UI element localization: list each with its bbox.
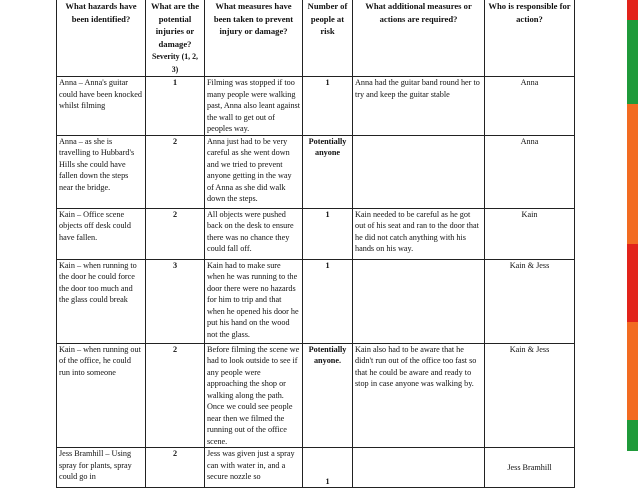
people-cell: Potentially anyone bbox=[303, 135, 353, 208]
hazard-cell: Jess Bramhill – Using spray for plants, spray could go in bbox=[57, 448, 146, 488]
severity-color-strip-orange bbox=[627, 104, 638, 244]
severity-cell: 2 bbox=[146, 448, 205, 488]
responsible-cell: Kain & Jess bbox=[485, 343, 575, 448]
people-cell: 1 bbox=[303, 448, 353, 488]
severity-color-strip-red bbox=[627, 244, 638, 322]
hazard-cell: Kain – when running to the door he could force the door too much and the glass could break bbox=[57, 259, 146, 343]
responsible-cell: Anna bbox=[485, 77, 575, 136]
additional-cell: Kain needed to be careful as he got out of his seat and ran to the door that he did not catch anything with his hands on his way. bbox=[353, 208, 485, 259]
header-additional: What additional measures or actions are required? bbox=[353, 0, 485, 77]
table-row bbox=[57, 259, 575, 343]
table-header-row bbox=[57, 0, 575, 77]
people-cell: 1 bbox=[303, 259, 353, 343]
table-row bbox=[57, 208, 575, 259]
hazard-cell: Anna – as she is travelling to Hubbard's Hills she could have fallen down the steps near the bridge. bbox=[57, 135, 146, 208]
header-injuries-label: What are the potential injuries or damage? bbox=[150, 1, 200, 49]
measures-cell: Jess was given just a spray can with water in, and a secure nozzle so bbox=[205, 448, 303, 488]
responsible-cell: Jess Bramhill bbox=[485, 448, 575, 488]
additional-cell bbox=[353, 259, 485, 343]
header-people: Number of people at risk bbox=[303, 0, 353, 77]
severity-cell: 1 bbox=[146, 77, 205, 136]
severity-cell: 3 bbox=[146, 259, 205, 343]
severity-color-strip-red bbox=[627, 0, 638, 20]
severity-cell: 2 bbox=[146, 343, 205, 448]
responsible-cell: Anna bbox=[485, 135, 575, 208]
hazard-cell: Anna – Anna's guitar could have been knocked whilst filming bbox=[57, 77, 146, 136]
table-row bbox=[57, 135, 575, 208]
measures-cell: Filming was stopped if too many people were walking past, Anna also leant against the wall to get out of peoples way. bbox=[205, 77, 303, 136]
severity-cell: 2 bbox=[146, 208, 205, 259]
table-row bbox=[57, 77, 575, 136]
additional-cell bbox=[353, 135, 485, 208]
header-responsible: Who is responsible for action? bbox=[485, 0, 575, 77]
header-measures: What measures have been taken to prevent injury or damage? bbox=[205, 0, 303, 77]
severity-color-strip-green bbox=[627, 20, 638, 104]
table-row bbox=[57, 343, 575, 448]
responsible-cell: Kain & Jess bbox=[485, 259, 575, 343]
measures-cell: Kain had to make sure when he was running to the door there were no hazards for him to trip and that when he opened his door he put his hand on the wood not the glass. bbox=[205, 259, 303, 343]
table-row bbox=[57, 448, 575, 488]
measures-cell: Before filming the scene we had to look outside to see if any people were approaching the shop or walking along the path. Once we could see people near then we filmed the running out of the office scene. bbox=[205, 343, 303, 448]
responsible-cell: Kain bbox=[485, 208, 575, 259]
risk-assessment-table bbox=[56, 0, 575, 488]
additional-cell: Anna had the guitar band round her to try and keep the guitar stable bbox=[353, 77, 485, 136]
header-hazard: What hazards have been identified? bbox=[57, 0, 146, 77]
hazard-cell: Kain – when running out of the office, he could run into someone bbox=[57, 343, 146, 448]
severity-color-strip-green bbox=[627, 420, 638, 451]
hazard-cell: Kain – Office scene objects off desk could have fallen. bbox=[57, 208, 146, 259]
severity-color-strip-orange bbox=[627, 322, 638, 420]
additional-cell bbox=[353, 448, 485, 488]
header-injuries bbox=[146, 0, 205, 77]
severity-note: Severity (1, 2, 3) bbox=[151, 52, 198, 74]
people-cell: Potentially anyone. bbox=[303, 343, 353, 448]
people-cell: 1 bbox=[303, 208, 353, 259]
severity-cell: 2 bbox=[146, 135, 205, 208]
measures-cell: All objects were pushed back on the desk to ensure there was no chance they could fall off. bbox=[205, 208, 303, 259]
people-cell: 1 bbox=[303, 77, 353, 136]
measures-cell: Anna just had to be very careful as she went down and we tried to prevent anyone getting in the way of Anna as she did walk down the steps. bbox=[205, 135, 303, 208]
additional-cell: Kain also had to be aware that he didn't run out of the office too fast so that he could be aware and ready to stop in case anyone was walking by. bbox=[353, 343, 485, 448]
